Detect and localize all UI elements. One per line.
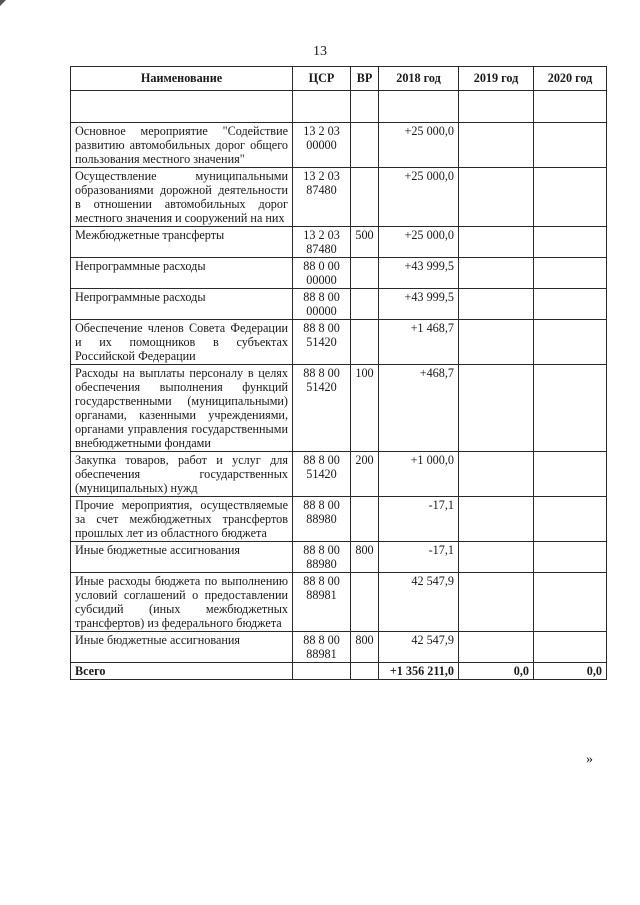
table-row [71,452,607,497]
table-row [71,542,607,573]
row-vr-cell [351,168,379,227]
row-2018-cell: +25 000,0 [379,123,459,168]
row-2020-cell [534,542,607,573]
row-2020-cell [534,258,607,289]
table-header-row [71,67,607,91]
row-2020-cell [534,365,607,452]
row-2018-cell: +43 999,5 [379,289,459,320]
row-vr-cell: 800 [351,632,379,663]
table-row [71,168,607,227]
total-vr [351,663,379,680]
row-vr-cell: 500 [351,227,379,258]
table-row [71,497,607,542]
header-csr: ЦСР [293,67,351,91]
row-vr-cell: 200 [351,452,379,497]
row-2019-cell [459,289,534,320]
row-vr-cell [351,497,379,542]
total-2019: 0,0 [459,663,534,680]
table-row [71,289,607,320]
total-2018: +1 356 211,0 [379,663,459,680]
total-csr [293,663,351,680]
row-2018-cell: 42 547,9 [379,632,459,663]
row-2019-cell [459,632,534,663]
row-vr-cell: 800 [351,542,379,573]
row-csr-cell: 88 8 00 88980 [293,542,351,573]
row-2019-cell [459,452,534,497]
row-csr-cell: 88 8 00 88981 [293,632,351,663]
total-label: Всего [71,663,293,680]
row-2019-cell [459,320,534,365]
header-2018: 2018 год [379,67,459,91]
header-name: Наименование [71,67,293,91]
row-name-cell: Расходы на выплаты персоналу в целях обеспечения выполнения функций государственными (муниципальными) органами, казенными учреждениями, органами управления государственными внебюджетными фондами [71,365,293,452]
row-2018-cell: +468,7 [379,365,459,452]
row-2020-cell [534,632,607,663]
row-csr-cell: 13 2 03 87480 [293,227,351,258]
row-name-cell: Прочие мероприятия, осуществляемые за счет межбюджетных трансфертов прошлых лет из областного бюджета [71,497,293,542]
row-2018-cell: +43 999,5 [379,258,459,289]
table-row [71,632,607,663]
table-row [71,365,607,452]
row-vr-cell [351,289,379,320]
row-2018-cell: -17,1 [379,497,459,542]
header-2019: 2019 год [459,67,534,91]
row-2019-cell [459,258,534,289]
closing-quote-mark: » [586,752,593,767]
header-vr: ВР [351,67,379,91]
table-row [71,320,607,365]
table-cell [534,91,607,123]
header-2020: 2020 год [534,67,607,91]
row-2020-cell [534,320,607,365]
row-name-cell: Основное мероприятие "Содействие развитию автомобильных дорог общего пользования местного значения" [71,123,293,168]
row-2018-cell: +1 000,0 [379,452,459,497]
row-2020-cell [534,227,607,258]
row-name-cell: Иные бюджетные ассигнования [71,632,293,663]
row-csr-cell: 88 8 00 00000 [293,289,351,320]
row-2019-cell [459,497,534,542]
row-2020-cell [534,289,607,320]
scan-corner-mark [0,0,6,6]
row-name-cell: Межбюджетные трансферты [71,227,293,258]
row-csr-cell: 13 2 03 00000 [293,123,351,168]
row-csr-cell: 88 8 00 88981 [293,573,351,632]
row-csr-cell: 88 8 00 51420 [293,365,351,452]
blank-row [71,91,607,123]
row-vr-cell [351,573,379,632]
row-name-cell: Закупка товаров, работ и услуг для обеспечения государственных (муниципальных) нужд [71,452,293,497]
row-2019-cell [459,227,534,258]
row-name-cell: Иные бюджетные ассигнования [71,542,293,573]
row-csr-cell: 88 0 00 00000 [293,258,351,289]
row-vr-cell: 100 [351,365,379,452]
row-2018-cell: +25 000,0 [379,227,459,258]
table-row [71,573,607,632]
row-csr-cell: 13 2 03 87480 [293,168,351,227]
row-2019-cell [459,573,534,632]
row-name-cell: Непрограммные расходы [71,258,293,289]
table-row [71,258,607,289]
table-row [71,227,607,258]
row-2019-cell [459,168,534,227]
row-2018-cell: -17,1 [379,542,459,573]
table-cell [71,91,293,123]
row-name-cell: Иные расходы бюджета по выполнению условий соглашений о предоставлении субсидий (иных межбюджетных трансфертов) из федерального бюджета [71,573,293,632]
table-cell [293,91,351,123]
table-cell [351,91,379,123]
total-2020: 0,0 [534,663,607,680]
row-csr-cell: 88 8 00 51420 [293,320,351,365]
row-name-cell: Осуществление муниципальными образованиями дорожной деятельности в отношении автомобильных дорог местного значения и сооружений на них [71,168,293,227]
table-cell [379,91,459,123]
row-name-cell: Непрограммные расходы [71,289,293,320]
row-2018-cell: +1 468,7 [379,320,459,365]
row-2020-cell [534,452,607,497]
row-2018-cell: 42 547,9 [379,573,459,632]
row-2020-cell [534,168,607,227]
row-vr-cell [351,258,379,289]
table-cell [459,91,534,123]
row-csr-cell: 88 8 00 51420 [293,452,351,497]
row-2020-cell [534,497,607,542]
budget-table [70,66,607,680]
row-name-cell: Обеспечение членов Совета Федерации и их помощников в субъектах Российской Федерации [71,320,293,365]
total-row [71,663,607,680]
row-2019-cell [459,123,534,168]
table-row [71,123,607,168]
row-vr-cell [351,123,379,168]
row-vr-cell [351,320,379,365]
row-2020-cell [534,123,607,168]
page-number: 13 [313,44,327,59]
row-2019-cell [459,542,534,573]
row-2020-cell [534,573,607,632]
row-2018-cell: +25 000,0 [379,168,459,227]
row-csr-cell: 88 8 00 88980 [293,497,351,542]
row-2019-cell [459,365,534,452]
